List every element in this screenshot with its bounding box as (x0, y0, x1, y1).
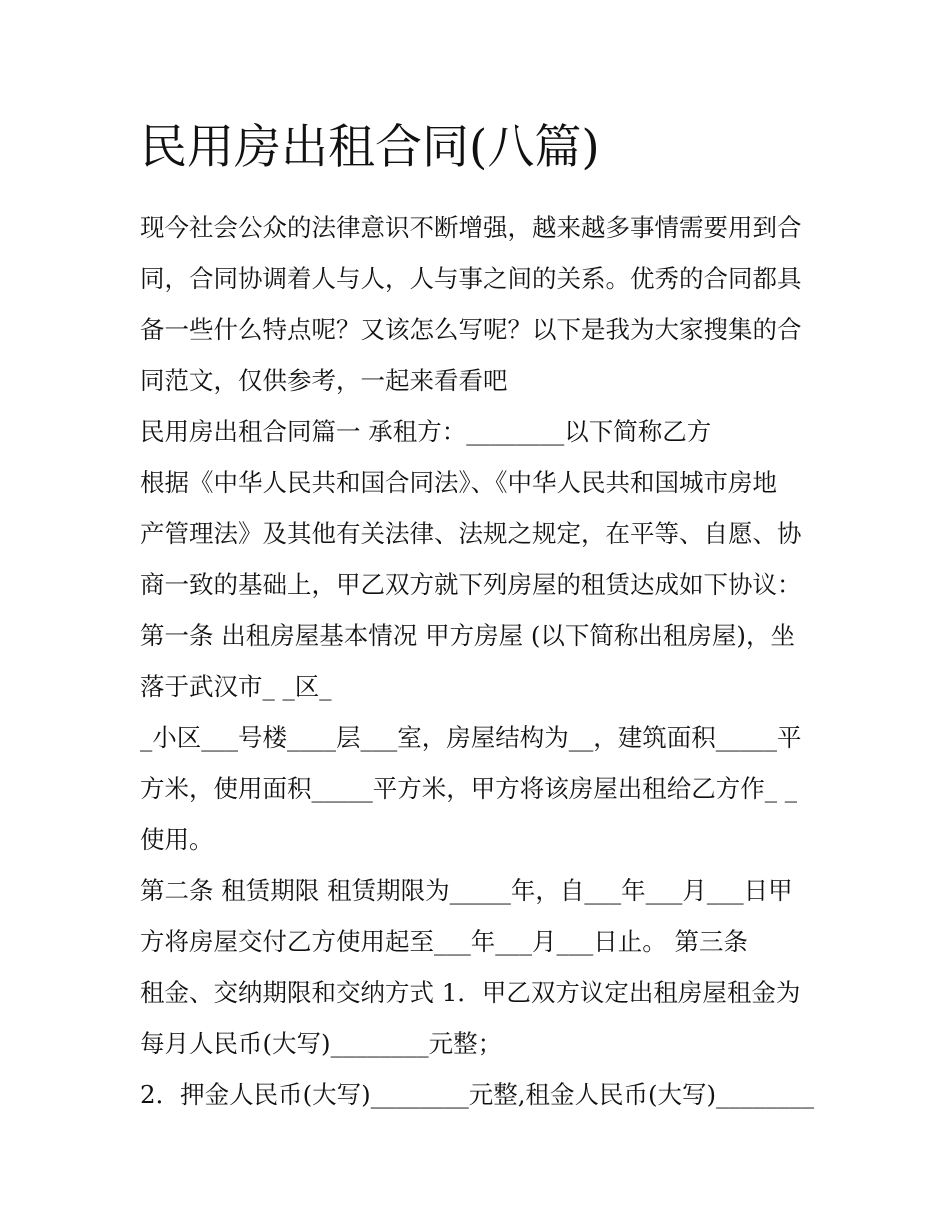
paragraph-line: 第二条 租赁期限 租赁期限为_____年，自___年___月___日甲 (140, 876, 793, 905)
paragraph-line: _小区___号楼____层___室，房屋结构为__，建筑面积_____平 (140, 723, 802, 752)
paragraph-line: 产管理法》及其他有关法律、法规之规定，在平等、自愿、协 (140, 519, 802, 548)
document-body (140, 202, 820, 1120)
paragraph-line: 租金、交纳期限和交纳方式 1．甲乙双方议定出租房屋租金为 (140, 978, 801, 1007)
paragraph-line: 每月人民币(大写)________元整； (140, 1029, 503, 1058)
paragraph-line: 方米，使用面积_____平方米，甲方将该房屋出租给乙方作_ _ (140, 774, 798, 803)
paragraph-line: 备一些什么特点呢？又该怎么写呢？以下是我为大家搜集的合 (140, 315, 802, 344)
paragraph-line: 商一致的基础上，甲乙双方就下列房屋的租赁达成如下协议： (140, 570, 802, 599)
paragraph-line: 民用房出租合同篇一 承租方：________以下简称乙方 (140, 417, 712, 446)
paragraph-line: 同范文，仅供参考，一起来看看吧 (140, 366, 508, 395)
document-title: 民用房出租合同(八篇) (140, 120, 600, 175)
paragraph-line: 2．押金人民币(大写)________元整,租金人民币(大写)________ (140, 1080, 815, 1109)
paragraph-line: 根据《中华人民共和国合同法》、《中华人民共和国城市房地 (140, 468, 777, 497)
paragraph-line: 落于武汉市_ _区_ (140, 672, 332, 701)
paragraph-line: 使用。 (140, 825, 214, 854)
paragraph-line: 现今社会公众的法律意识不断增强，越来越多事情需要用到合 (140, 213, 802, 242)
paragraph-line: 方将房屋交付乙方使用起至___年___月___日止。 第三条 (140, 927, 749, 956)
paragraph-line: 同，合同协调着人与人，人与事之间的关系。优秀的合同都具 (140, 264, 802, 293)
paragraph-line: 第一条 出租房屋基本情况 甲方房屋 (以下简称出租房屋)，坐 (140, 621, 795, 650)
